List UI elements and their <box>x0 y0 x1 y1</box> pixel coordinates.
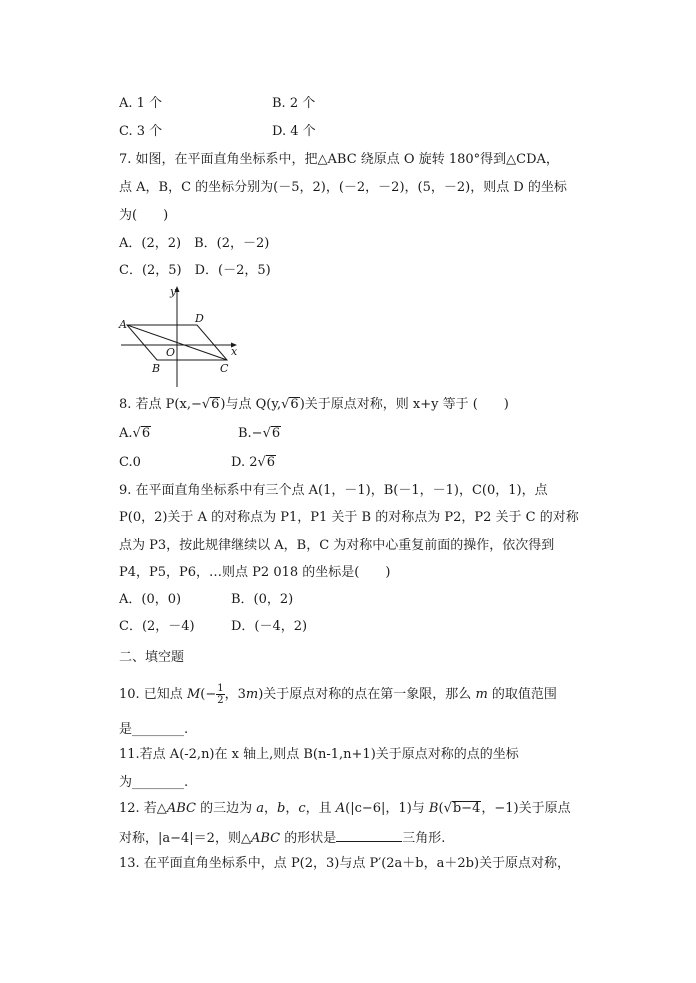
label-c: C <box>220 362 229 375</box>
label-b: B <box>152 362 161 375</box>
q9-line-1: 9. 在平面直角坐标系中有三个点 A(1，－1)，B(－1，－1)，C(0，1)，点 <box>119 483 548 498</box>
q12-line2-post: 的形状是 <box>280 831 337 846</box>
q12-mid2: ，且 <box>305 801 336 816</box>
q7-options-ab: A．(2，2) B．(2，－2) <box>119 236 270 251</box>
q8-option-b-sqrt: 6 <box>271 426 281 441</box>
q10-post: )关于原点对称的点在第一象限，那么 <box>258 687 476 702</box>
q13-line-1: 13. 在平面直角坐标系中，点 P(2，3)与点 P′(2a＋b，a＋2b)关于原点对称， <box>119 856 571 871</box>
q8-post: )关于原点对称，则 x+y 等于 ( ) <box>299 397 509 412</box>
q12-comma-2: ， <box>285 801 299 816</box>
q11-line-1: 11.若点 A(-2,n)在 x 轴上,则点 B(n-1,n+1)关于原点对称的点的坐标 <box>119 747 519 762</box>
q8-pre: 8. 若点 P(x,− <box>119 397 202 412</box>
q10-var-m: m <box>245 687 259 702</box>
q12-triangle-abc: ABC <box>166 801 196 816</box>
q12-var-b: b <box>277 801 286 816</box>
q12-line2-tail: 三角形. <box>402 831 446 846</box>
q9-line-3: 点为 P3，按此规律继续以 A，B，C 为对称中心重复前面的操作，依次得到 <box>119 538 555 553</box>
q8-option-c: C.0 <box>119 455 141 470</box>
q10-fraction <box>216 683 224 706</box>
q10-frac-den: 2 <box>217 695 224 706</box>
q9-option-c: C．(2，－4) <box>119 619 195 634</box>
q8-option-b-label: B.− <box>238 426 263 441</box>
section-title: 二、填空题 <box>119 650 185 665</box>
q9-line-2: P(0，2)关于 A 的对称点为 P1，P1 关于 B 的对称点为 P2，P2 关于 C 的对称 <box>119 510 579 525</box>
q8-option-d-sqrt: 6 <box>266 455 276 470</box>
q9-option-d: D．(－4，2) <box>231 619 308 634</box>
q10-frac-num: 1 <box>217 683 224 694</box>
sqrt-icon: √ <box>281 397 290 412</box>
label-y: y <box>170 285 177 298</box>
q6-option-a: A. 1 个 <box>119 96 163 111</box>
q9-option-a: A．(0，0) <box>119 592 182 607</box>
sqrt-icon: √ <box>262 426 271 441</box>
q8-option-a <box>119 426 151 442</box>
q12-mid1: 的三边为 <box>195 801 257 816</box>
q10-line-2: 是________. <box>119 722 189 737</box>
label-d: D <box>195 312 204 325</box>
q12-pre: 12. 若△ <box>119 801 167 816</box>
q7-line-1: 7. 如图，在平面直角坐标系中，把△ABC 绕原点 O 旋转 180°得到△CDA， <box>119 152 559 167</box>
q12-var-c: c <box>298 801 306 816</box>
q12-var-a: a <box>256 801 264 816</box>
q9-option-b: B．(0，2) <box>231 592 294 607</box>
q6-option-d: D. 4 个 <box>272 124 316 139</box>
q8-option-d-label: D. 2 <box>231 455 258 470</box>
sqrt-icon: √ <box>132 426 141 441</box>
q10-tail: 的取值范围 <box>487 687 557 702</box>
q7-options-cd: C．(2，5) D．(－2，5) <box>119 263 271 278</box>
q12-triangle-abc-2: ABC <box>250 831 281 846</box>
q8-sqrt-2: 6 <box>290 397 299 412</box>
sqrt-icon: √ <box>443 801 452 816</box>
q10-var-m-2: m <box>475 687 488 702</box>
q10-point-m: M <box>186 687 201 702</box>
q12-comma-1: ， <box>263 801 277 816</box>
q10-stem <box>119 683 557 707</box>
sqrt-icon: √ <box>257 455 266 470</box>
q10-paren: (− <box>200 687 217 702</box>
q11-line-2: 为________. <box>119 775 189 790</box>
q8-option-d <box>231 455 276 471</box>
q9-line-4: P4，P5，P6，…则点 P2 018 的坐标是( ) <box>119 565 391 580</box>
q12-line-1 <box>119 801 571 817</box>
q12-line2-pre: 对称，|a−4|＝2，则△ <box>119 831 251 846</box>
q8-option-a-label: A. <box>119 426 133 441</box>
q12-abs-c: (|c−6|，1)与 <box>345 801 429 816</box>
sqrt-icon: √ <box>201 397 211 412</box>
q6-option-b: B. 2 个 <box>272 96 316 111</box>
q12-point-a: A <box>335 801 346 816</box>
q8-option-b <box>238 426 281 442</box>
q10-pre: 10. 已知点 <box>119 687 187 702</box>
q7-line-3: 为( ) <box>119 208 169 223</box>
q10-after-frac: ，3 <box>224 687 246 702</box>
q6-option-c: C. 3 个 <box>119 124 163 139</box>
q12-answer-blank[interactable] <box>336 829 402 842</box>
q8-sqrt-1: 6 <box>211 397 220 412</box>
q7-line-2: 点 A，B，C 的坐标分别为(－5，2)，(－2，－2)，(5，－2)，则点 D 的坐标 <box>119 180 567 195</box>
label-a: A <box>119 318 127 331</box>
q7-figure <box>115 283 245 388</box>
q12-b-open: ( <box>438 801 444 816</box>
label-x: x <box>231 345 238 358</box>
q8-mid: )与点 Q(y, <box>220 397 282 412</box>
q12-line-2 <box>119 829 445 847</box>
q12-b-close: ，−1)关于原点 <box>481 801 571 816</box>
q8-stem <box>119 397 509 413</box>
q12-sqrt: b−4 <box>452 801 481 816</box>
q8-option-a-sqrt: 6 <box>141 426 151 441</box>
q12-point-b: B <box>428 801 439 816</box>
label-o: O <box>166 346 176 359</box>
